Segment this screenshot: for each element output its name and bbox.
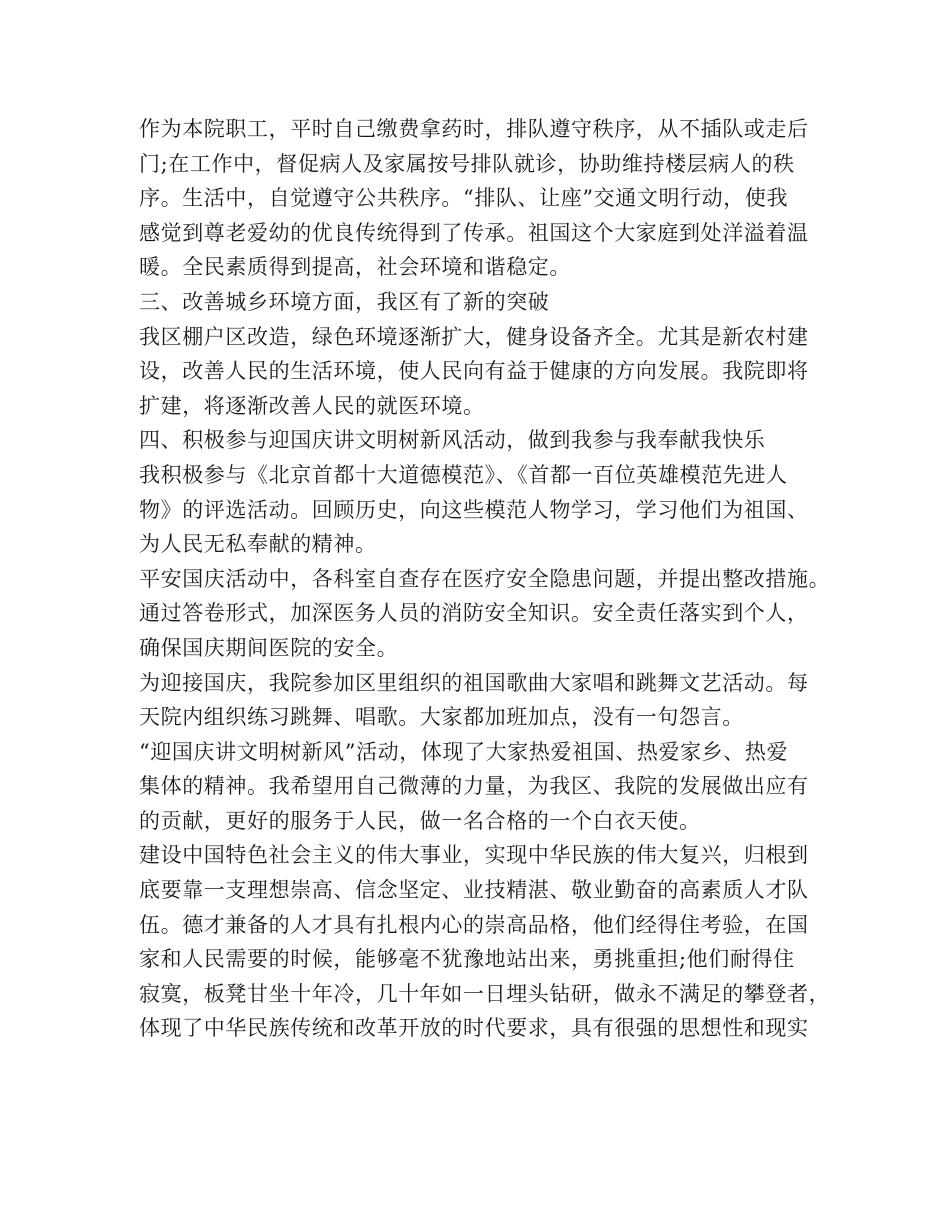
text-line-13: 为人民无私奉献的精神。	[139, 532, 377, 557]
text-line-12: 物》的评选活动。回顾历史，向这些模范人物学习，学习他们为祖国、	[139, 497, 809, 522]
section-heading-3: 三、改善城乡环境方面，我区有了新的突破	[139, 289, 550, 314]
document-body	[139, 112, 829, 1046]
text-line-14: 平安国庆活动中，各科室自查存在医疗安全隐患问题，并提出整改措施。	[139, 566, 831, 591]
text-line-27: 体现了中华民族传统和改革开放的时代要求，具有很强的思想性和现实	[139, 1016, 809, 1041]
text-line-21: 的贡献，更好的服务于人民，做一名合格的一个白衣天使。	[139, 808, 701, 833]
text-line-19: “迎国庆讲文明树新风”活动，体现了大家热爱祖国、热爱家乡、热爱	[139, 739, 789, 764]
text-line-20: 集体的精神。我希望用自己微薄的力量，为我区、我院的发展做出应有	[139, 774, 809, 799]
text-line-24: 伍。德才兼备的人才具有扎根内心的崇高品格，他们经得住考验，在国	[139, 912, 809, 937]
text-line-11: 我积极参与《北京首都十大道德模范》、《首都一百位英雄模范先进人	[139, 462, 788, 487]
text-line-4: 感觉到尊老爱幼的优良传统得到了传承。祖国这个大家庭到处洋溢着温	[139, 220, 809, 245]
text-line-17: 为迎接国庆，我院参加区里组织的祖国歌曲大家唱和跳舞文艺活动。每	[139, 670, 809, 695]
text-line-1: 作为本院职工，平时自己缴费拿药时，排队遵守秩序，从不插队或走后	[139, 117, 809, 141]
text-line-5: 暖。全民素质得到提高，社会环境和谐稳定。	[139, 255, 571, 280]
section-heading-4: 四、积极参与迎国庆讲文明树新风活动，做到我参与我奉献我快乐	[139, 428, 766, 453]
text-line-26: 寂寞，板凳甘坐十年冷，几十年如一日埋头钻研，做永不满足的攀登者，	[139, 981, 831, 1006]
text-line-7: 我区棚户区改造，绿色环境逐渐扩大，健身设备齐全。尤其是新农村建	[139, 324, 809, 349]
text-line-16: 确保国庆期间医院的安全。	[139, 635, 399, 660]
text-line-15: 通过答卷形式，加深医务人员的消防安全知识。安全责任落实到个人，	[139, 601, 809, 626]
text-line-2: 门;在工作中，督促病人及家属按号排队就诊，协助维持楼层病人的秩	[139, 151, 795, 176]
text-line-18: 天院内组织练习跳舞、唱歌。大家都加班加点，没有一句怨言。	[139, 705, 744, 730]
text-line-3: 序。生活中，自觉遵守公共秩序。“排队、让座”交通文明行动，使我	[139, 186, 789, 211]
text-line-9: 扩建，将逐渐改善人民的就医环境。	[139, 393, 485, 418]
text-line-22: 建设中国特色社会主义的伟大事业，实现中华民族的伟大复兴，归根到	[139, 843, 809, 868]
text-line-25: 家和人民需要的时候，能够毫不犹豫地站出来，勇挑重担;他们耐得住	[139, 947, 795, 972]
text-line-8: 设，改善人民的生活环境，使人民向有益于健康的方向发展。我院即将	[139, 359, 809, 384]
text-line-23: 底要靠一支理想崇高、信念坚定、业技精湛、敬业勤奋的高素质人才队	[139, 878, 809, 903]
